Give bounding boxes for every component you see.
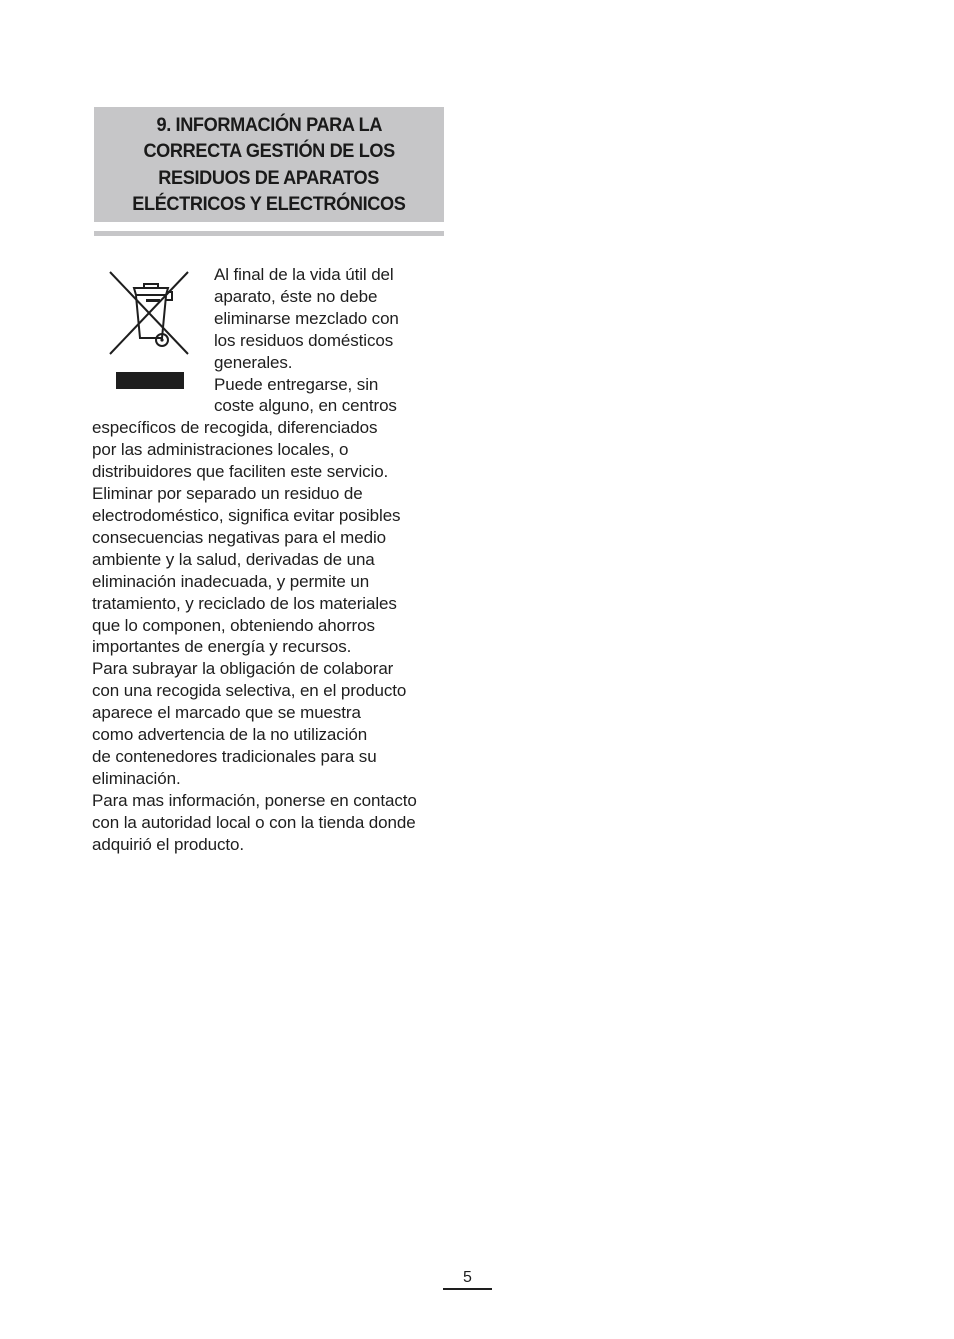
text-line: por las administraciones locales, o — [92, 440, 349, 460]
section-divider — [94, 231, 444, 236]
text-line: distribuidores que faciliten este servicio. — [92, 462, 389, 482]
page-number-underline — [443, 1288, 492, 1290]
text-line: Al final de la vida útil del — [214, 265, 394, 284]
section-title-line: CORRECTA GESTIÓN DE LOS — [143, 140, 395, 162]
text-line: adquirió el producto. — [92, 834, 244, 854]
text-line: coste alguno, en centros — [214, 396, 397, 416]
section-title-line: RESIDUOS DE APARATOS — [158, 166, 380, 189]
section-title-line: 9. INFORMACIÓN PARA LA — [156, 113, 382, 136]
text-line: generales. — [214, 352, 293, 372]
text-line: Para subrayar la obligación de colaborar — [92, 659, 394, 679]
text-line: eliminación. — [92, 768, 181, 788]
text-line: ambiente y la salud, derivadas de una — [92, 549, 375, 569]
text-line: eliminación inadecuada, y permite un — [92, 571, 370, 591]
weee-disposal-text — [92, 264, 452, 855]
text-line: importantes de energía y recursos. — [92, 637, 352, 657]
text-line: aparato, éste no debe — [214, 286, 378, 306]
text-line: aparece el marcado que se muestra — [92, 703, 361, 723]
text-line: de contenedores tradicionales para su — [92, 746, 377, 766]
text-line: que lo componen, obteniendo ahorros — [92, 615, 375, 635]
text-line: específicos de recogida, diferenciados — [92, 418, 378, 438]
text-line: Para mas información, ponerse en contacto — [92, 790, 417, 810]
text-line: eliminarse mezclado con — [214, 308, 399, 328]
section-title-line: ELÉCTRICOS Y ELECTRÓNICOS — [132, 193, 406, 215]
page-number: 5 — [463, 1269, 472, 1286]
text-line: como advertencia de la no utilización — [92, 725, 368, 745]
text-line: Puede entregarse, sin — [214, 374, 379, 394]
section-title-box — [94, 107, 444, 222]
text-line: Eliminar por separado un residuo de — [92, 484, 363, 504]
text-line: con la autoridad local o con la tienda donde — [92, 812, 416, 832]
text-line: los residuos domésticos — [214, 330, 394, 350]
text-line: consecuencias negativas para el medio — [92, 527, 386, 547]
text-line: tratamiento, y reciclado de los materiales — [92, 593, 397, 613]
text-line: electrodoméstico, significa evitar posibles — [92, 505, 401, 525]
text-line: con una recogida selectiva, en el producto — [92, 681, 407, 701]
